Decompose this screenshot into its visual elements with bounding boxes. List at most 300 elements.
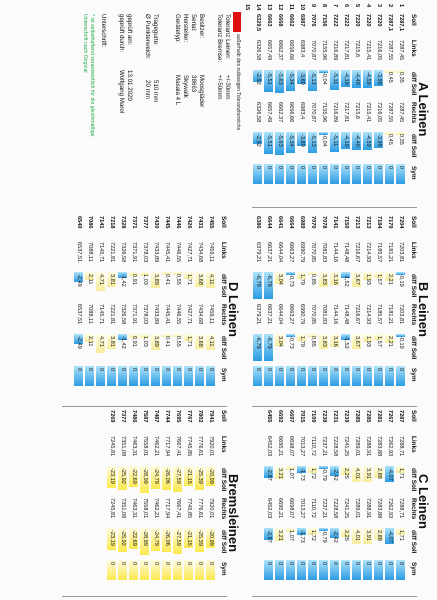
table-cell: 6698,07 [288,436,294,457]
table-cell: 7217,81 [343,40,349,61]
table-row [117,216,128,408]
table-row [329,410,340,598]
table-cell: 0 [277,368,283,372]
table-row [384,14,395,209]
table-cell: 0 [299,166,305,170]
table-cell: -0,04 [321,134,327,147]
table-row [274,216,285,408]
table-cell: 7216,67 [354,304,360,325]
table-cell: 0 [310,562,316,566]
table-cell: -2,49 [76,274,82,287]
column-header: Rechts [410,498,417,520]
table-cell: -22,69 [131,530,137,546]
table-cell: 6455 [266,410,272,423]
row-number: 12 [277,4,283,11]
table-row [373,216,384,408]
table-row [263,14,274,209]
table-cell: 6644,04 [277,304,283,325]
table-row [296,14,307,209]
table-cell: 1,72 [310,530,316,541]
table-cell: 0 [299,562,305,566]
table-cell: -28,99 [142,530,148,546]
table-cell: -4,07 [387,468,393,481]
table-cell: 0,45 [387,72,393,83]
table-cell: 0,41 [164,274,170,285]
table-row [285,14,296,209]
table-cell: 7076 [310,14,316,27]
table-row [340,216,351,408]
table-cell: 7185,57 [376,242,382,263]
table-cell: 0 [186,368,192,372]
table-cell: 0 [109,562,115,566]
table-row [362,410,373,598]
column-header: Links [410,242,417,259]
table-cell: 0 [153,368,159,372]
table-cell: 6695,21 [277,436,283,457]
table-cell: 7434,68 [197,242,203,263]
row-number: 14 [255,4,261,11]
table-cell: 7446,55 [175,304,181,325]
table-cell: 6637,21 [266,242,272,263]
table-cell: 7371 [131,216,137,229]
table-cell: 1,03 [142,336,148,347]
table-cell: -23,19 [109,468,115,484]
table-cell: 0 [197,562,203,566]
column-header: diff Soll [220,530,227,554]
table-cell: -5,11 [332,72,338,85]
table-cell: 6698,07 [288,498,294,519]
table-cell: 0 [120,368,126,372]
table-cell: 7078 [321,216,327,229]
table-cell: 0 [197,368,203,372]
table-cell: 6695,21 [277,498,283,519]
group-title: B Leinen [416,282,431,337]
table-cell: 0 [87,368,93,372]
column-header: Rechts [410,304,417,326]
table-cell: 7214,93 [365,304,371,325]
table-cell: 7433,89 [153,242,159,263]
table-cell: -26,06 [164,530,170,546]
table-cell: -25,92 [120,468,126,484]
table-row [62,216,73,408]
table-cell: 7326,58 [120,304,126,325]
table-cell: 0 [365,562,371,566]
table-cell: 4,01 [354,468,360,479]
table-cell: 3,68 [197,336,203,347]
table-cell: 0 [398,562,404,566]
table-cell: -5,13 [310,134,316,147]
table-cell: 6644,04 [277,242,283,263]
table-cell: 0 [387,368,393,372]
risers-value: 510 mm [152,80,159,103]
table-cell: 7245,81 [109,498,115,519]
table-cell: -4,07 [387,530,393,543]
table-cell: -26,06 [164,468,170,484]
table-row [362,14,373,209]
table-cell: 0,55 [175,336,181,347]
table-cell: -2,92 [255,72,261,85]
table-cell: 2,21 [387,274,393,285]
table-row [252,410,263,598]
table-cell: 7446 [175,216,181,229]
table-cell: -5,63 [277,72,283,85]
table-cell: 7220 [354,14,360,27]
table-cell: 7288,91 [365,498,371,519]
column-header: Links [410,40,417,57]
table-cell: -4,19 [343,134,349,147]
table-cell: 7717,94 [164,436,170,457]
table-row [340,14,351,209]
table-cell: 7216,05 [376,40,382,61]
table-cell: 7215,41 [365,102,371,123]
table-row [194,216,205,408]
table-row [395,410,406,598]
table-cell: 2,25 [343,468,349,479]
table-cell: -2,42 [332,468,338,481]
table-cell: 7776,61 [197,498,203,519]
table-cell: 0 [343,368,349,372]
table-cell: 1,79 [299,336,305,347]
column-header: Sym [220,368,227,382]
column-header: Soll [220,216,227,228]
table-row [263,216,274,408]
section-divider [252,406,417,407]
line-table [252,216,406,408]
table-cell: 4,01 [354,530,360,541]
table-cell: 7776,61 [197,436,203,457]
table-cell: -4,59 [365,134,371,147]
table-cell: 3,21 [277,468,283,479]
table-row [384,410,395,598]
table-cell: 3,89 [153,336,159,347]
table-cell: 0 [266,368,272,372]
table-cell: 0 [398,368,404,372]
table-cell: 3,83 [321,274,327,285]
table-row [84,216,95,408]
table-cell: 4,11 [208,274,214,285]
table-row [318,216,329,408]
table-cell: 7695 [175,410,181,423]
table-cell: -2,49 [76,336,82,349]
row-number: 5 [354,4,360,8]
table-cell: 7285 [354,410,360,423]
table-cell: -25,39 [197,468,203,484]
table-cell: -22,69 [131,468,137,484]
table-cell: 2,21 [387,336,393,347]
table-row [307,410,318,598]
table-cell: 0 [365,368,371,372]
table-cell: 7445,41 [164,304,170,325]
table-cell: 7109 [310,410,316,423]
table-row [95,410,106,598]
table-cell: -4,59 [365,72,371,85]
table-cell: -6,79 [255,274,261,287]
table-cell: -21,15 [186,530,192,546]
table-cell: 7013,27 [299,498,305,519]
table-row [128,216,139,408]
table-cell: 0 [255,368,261,372]
column-header: diff Soll [410,274,417,298]
table-cell: -3,60 [299,134,305,147]
table-cell: 4,71 [98,336,104,347]
table-cell: 6644 [266,216,272,229]
table-cell: 4,11 [208,336,214,347]
manufacturer-label: Hersteller: [182,14,189,43]
owner-label: Besitzer: [198,14,205,39]
column-header: Soll [220,410,227,422]
table-row [296,216,307,408]
table-cell: 1,93 [365,336,371,347]
table-row [139,410,150,598]
table-cell: 7287,1 [387,14,393,32]
table-cell: -5,63 [277,134,283,147]
table-cell: 0 [131,368,137,372]
table-cell: 7283,88 [376,436,382,457]
table-cell: 6662,37 [277,102,283,123]
table-cell: -4,40 [354,72,360,85]
table-cell: 7287,1 [398,14,404,32]
table-cell: 7430 [153,216,159,229]
table-cell: 7237,21 [321,436,327,457]
table-cell: 6664 [288,216,294,229]
table-row [62,410,73,598]
table-cell: 0,85 [310,336,316,347]
table-cell: 7245,81 [109,436,115,457]
table-cell: 7181,21 [387,304,393,325]
table-row [73,410,84,598]
table-row [307,14,318,209]
table-cell: 7141 [332,216,338,229]
table-cell: 7667,41 [175,436,181,457]
tolerance-lines-label: Toleranz Leinen: [224,14,231,60]
table-cell: 6657,49 [266,102,272,123]
table-row [318,14,329,209]
table-cell: -0,19 [398,274,404,287]
table-cell: 3,68 [197,274,203,285]
table-cell: 7351,08 [120,498,126,519]
table-cell: -5,51 [266,72,272,85]
table-cell: 7262,93 [387,436,393,457]
table-cell: 7287,45 [398,40,404,61]
table-cell: 0 [354,166,360,170]
table-cell: 7184 [376,216,382,229]
table-cell: 6697 [288,410,294,423]
table-cell: 6326,58 [255,102,261,123]
table-cell: 0 [376,166,382,170]
table-cell: 2,88 [376,468,382,479]
table-cell: 6537,51 [76,304,82,325]
group-title: C Leinen [416,474,431,529]
table-cell: 7213 [365,216,371,229]
table-cell: 7088,11 [87,242,93,262]
serial-value: 38663 [190,75,197,93]
table-cell: 0 [376,368,382,372]
table-row [318,410,329,598]
table-cell: 3,91 [365,530,371,541]
row-number: 9 [310,4,316,8]
table-cell: -1,73 [299,530,305,543]
table-row [95,216,106,408]
row-number: 8 [321,4,327,8]
table-cell: -6,79 [255,336,261,349]
checked-by-value: Wolfgang Marol [118,70,125,114]
table-cell: 6990,79 [299,304,305,325]
table-cell: 6983,4 [299,40,305,58]
table-cell: -5,11 [332,134,338,147]
table-cell: 1,72 [310,468,316,479]
table-cell: 7156 [321,14,327,27]
signature-note-2: Unterschrift nach Original [82,14,88,73]
table-row [263,410,274,598]
table-cell: 0 [255,166,261,170]
table-cell: 7445 [164,216,170,229]
point-deviation-label: Ø Punkterweich: [144,14,151,60]
table-cell: 6657,49 [266,40,272,61]
table-cell: 0 [164,562,170,566]
table-cell: 7081,83 [321,304,327,325]
table-cell: 2,11 [87,336,93,347]
column-header: Sym [410,562,417,576]
table-cell: 7228,58 [332,498,338,519]
table-cell: 6662 [288,14,294,27]
table-cell: 0,45 [387,134,393,145]
row-number: 10 [299,4,305,11]
table-cell: 7241,25 [343,498,349,519]
table-cell: 0 [153,562,159,566]
table-cell: 7285 [365,410,371,423]
table-cell: 3,89 [153,274,159,285]
table-cell: -0,79 [321,530,327,543]
table-cell: -0,73 [288,336,294,349]
row-number: 2 [387,4,393,8]
table-cell: 6663 [266,14,272,27]
table-cell: -20,99 [208,530,214,546]
table-cell: 7262,93 [387,498,393,519]
serial-label: Serial: [190,14,197,32]
tolerance-brake-value: +/-50mm [216,75,223,100]
table-row [351,216,362,408]
table-cell: 0 [142,368,148,372]
table-row [172,410,183,598]
column-header: diff Soll [410,336,417,360]
line-table [62,410,216,598]
device-type-value: Masala 4 L [174,75,181,106]
table-cell: -23,19 [109,530,115,546]
table-cell: 7455 [208,216,214,229]
column-header: Soll [410,216,417,228]
table-cell: 7070,85 [310,242,316,263]
table-cell: 7141 [98,216,104,229]
tolerance-footnote: außerhalb des zulässigen Toleranzbereichs [235,34,241,131]
table-cell: 0 [186,562,192,566]
table-row [128,410,139,598]
column-header: diff Soll [410,72,417,96]
table-cell: 7378,03 [142,242,148,263]
table-cell: -3,95 [376,134,382,147]
table-cell: -5,34 [288,134,294,147]
table-cell: 0 [354,562,360,566]
table-cell: 7215,41 [365,40,371,61]
table-cell: -0,19 [398,336,404,349]
table-cell: 7088,11 [87,304,93,324]
table-row [384,216,395,408]
table-cell: 7558,01 [142,436,148,457]
table-cell: 0 [175,562,181,566]
table-cell: 6692 [277,410,283,423]
table-cell: 7446,55 [175,242,181,263]
table-cell: 1,57 [376,336,382,347]
table-cell: 0 [208,562,214,566]
table-cell: 6663,27 [288,242,294,263]
table-cell: 0 [131,562,137,566]
column-header: diff Soll [220,468,227,492]
table-cell: 7155,96 [321,102,327,123]
table-cell: 0,91 [131,336,137,347]
table-cell: 7148,48 [343,304,349,325]
table-cell: 6662,37 [277,40,283,61]
table-cell: 6656,66 [288,102,294,123]
table-cell: -20,99 [208,468,214,484]
table-cell: 0 [321,562,327,566]
row-number: 1 [398,4,404,8]
c-lines-section [247,410,437,598]
table-cell: 7216,89 [332,102,338,123]
table-row [351,14,362,209]
table-cell: 6663,27 [288,304,294,325]
row-number: 3 [376,4,382,8]
table-row [351,410,362,598]
table-cell: 0 [387,166,393,170]
device-type-label: Gerätetyp: [174,14,181,43]
table-cell: 0 [288,562,294,566]
table-cell: 0 [343,166,349,170]
table-cell: -2,97 [266,530,272,543]
table-row [150,216,161,408]
table-cell: 7377 [142,216,148,229]
column-header: Sym [410,368,417,382]
table-cell: -1,73 [299,468,305,481]
table-cell: 7802 [197,410,203,423]
table-cell: 7431 [197,216,203,229]
table-cell: 7920,01 [208,498,214,519]
table-cell: 7459,11 [208,304,214,324]
table-cell: 0 [387,562,393,566]
checked-by-label: geprüft durch: [118,14,125,53]
table-cell: 0 [109,368,115,372]
table-cell: 7269 [109,410,115,423]
table-cell: 0,55 [175,274,181,285]
table-cell: 7220 [365,14,371,27]
table-cell: 7185,57 [376,304,382,325]
table-cell: 6540 [76,216,82,229]
table-cell: 7203,81 [398,242,404,263]
table-cell: 7486 [131,410,137,423]
table-cell: 6641 [277,216,283,229]
table-cell: 7148,48 [343,242,349,263]
table-cell: 7218 [109,216,115,229]
column-header: Links [220,436,227,453]
table-cell: 7145,71 [98,304,104,325]
table-row [161,216,172,408]
table-cell: 7287,55 [387,40,393,61]
column-header: Rechts [220,498,227,520]
table-cell: 3,16 [332,336,338,347]
table-cell: 7462,21 [153,436,159,457]
table-cell: 0 [365,166,371,170]
table-cell: 7081,83 [321,242,327,263]
table-row [139,216,150,408]
table-cell: 7920,01 [208,436,214,457]
